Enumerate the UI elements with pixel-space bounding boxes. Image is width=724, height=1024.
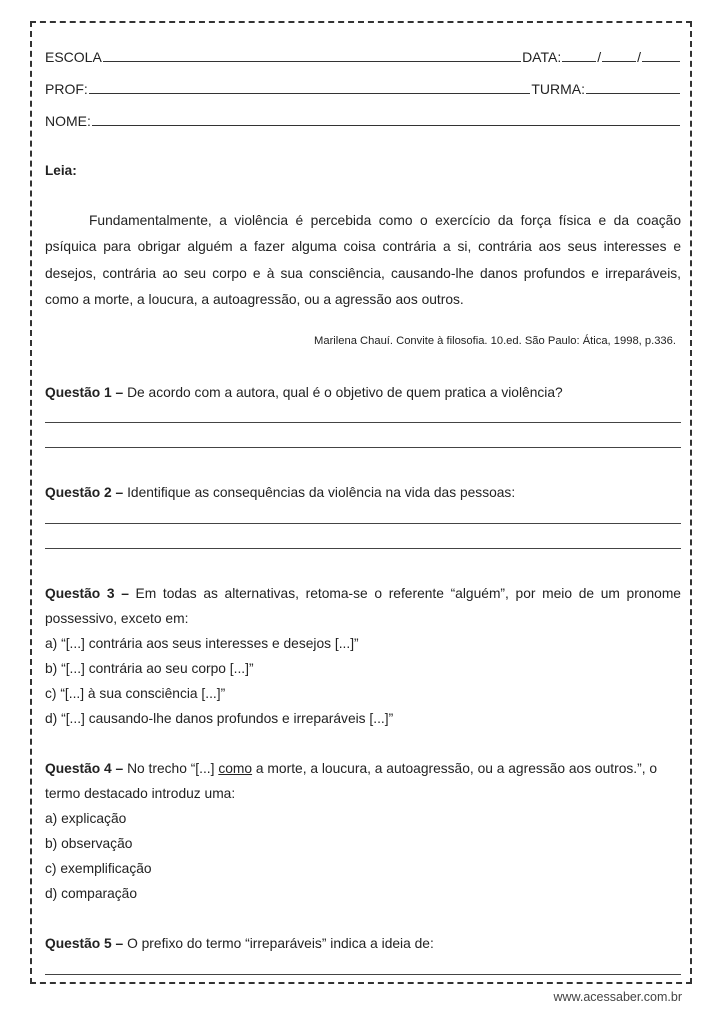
question-3-text: Em todas as alternativas, retoma-se o referente “alguém”, por meio de um pronome possessivo, exceto em: [45,586,681,626]
leia-heading: Leia: [45,163,77,178]
question-4-text-before: No trecho “[...] [127,761,215,776]
prof-field[interactable] [89,92,531,94]
nome-field[interactable] [92,124,680,126]
worksheet-border [30,21,692,984]
question-2 [45,480,681,505]
date-day-field[interactable] [562,60,596,62]
question-3-option-a[interactable]: a) “[...] contrária aos seus interesses e desejos [...]” [45,636,359,651]
question-3-stem [45,581,681,631]
question-3-label: Questão 3 – [45,586,129,601]
question-4-option-d[interactable]: d) comparação [45,886,138,901]
answer-line-q5-1[interactable] [45,974,681,975]
date-separator: / [637,49,641,65]
question-4-stem [45,756,681,806]
question-4-text-after: a morte, a loucura, a autoagressão, ou a agressão aos outros.”, o termo destacado introduz uma: [45,761,658,801]
question-4-option-c[interactable]: c) exemplificação [45,861,152,876]
question-4-label: Questão 4 – [45,761,124,776]
nome-label: NOME: [45,113,91,129]
question-4-option-b[interactable]: b) observação [45,836,133,851]
citation: Marilena Chauí. Convite à filosofia. 10.ed. São Paulo: Ática, 1998, p.336. [314,335,676,347]
data-label: DATA: [522,49,562,65]
reading-paragraph [45,208,681,313]
date-month-field[interactable] [602,60,636,62]
answer-line-q2-1[interactable] [45,523,681,524]
question-3-option-c[interactable]: c) “[...] à sua consciência [...]” [45,686,226,701]
escola-field[interactable] [103,60,521,62]
question-3 [45,581,681,731]
question-5-text: O prefixo do termo “irreparáveis” indica a ideia de: [127,936,434,951]
answer-line-q2-2[interactable] [45,548,681,549]
reading-text: Fundamentalmente, a violência é percebida como o exercício da força física e da coação psíquica para obrigar alguém a fazer alguma coisa contrária a si, contrária aos seus interesses e desejos, contrária ao seu corpo e à sua consciência, causando-lhe danos profundos e irreparáveis, como a morte, a loucura, a autoagressão, ou a agressão aos outros. [45,213,681,307]
escola-data-line [45,45,681,65]
question-2-text: Identifique as consequências da violência na vida das pessoas: [127,485,516,500]
turma-field[interactable] [586,92,680,94]
question-5 [45,931,681,956]
question-5-label: Questão 5 – [45,936,124,951]
prof-label: PROF: [45,81,88,97]
date-separator: / [597,49,602,65]
answer-line-q1-2[interactable] [45,447,681,448]
footer-website: www.acessaber.com.br [553,990,682,1004]
question-3-option-b[interactable]: b) “[...] contrária ao seu corpo [...]” [45,661,254,676]
question-4-highlight: como [218,761,253,776]
question-1 [45,380,681,405]
question-4-option-a[interactable]: a) explicação [45,811,127,826]
question-1-label: Questão 1 – [45,385,124,400]
question-3-option-d[interactable]: d) “[...] causando-lhe danos profundos e irreparáveis [...]” [45,711,394,726]
question-1-text: De acordo com a autora, qual é o objetivo de quem pratica a violência? [127,385,563,400]
question-2-label: Questão 2 – [45,485,124,500]
question-4 [45,756,681,906]
date-year-field[interactable] [642,60,680,62]
turma-label: TURMA: [531,81,585,97]
escola-label: ESCOLA [45,49,102,65]
nome-line [45,109,681,129]
answer-line-q1-1[interactable] [45,422,681,423]
prof-turma-line [45,77,681,97]
